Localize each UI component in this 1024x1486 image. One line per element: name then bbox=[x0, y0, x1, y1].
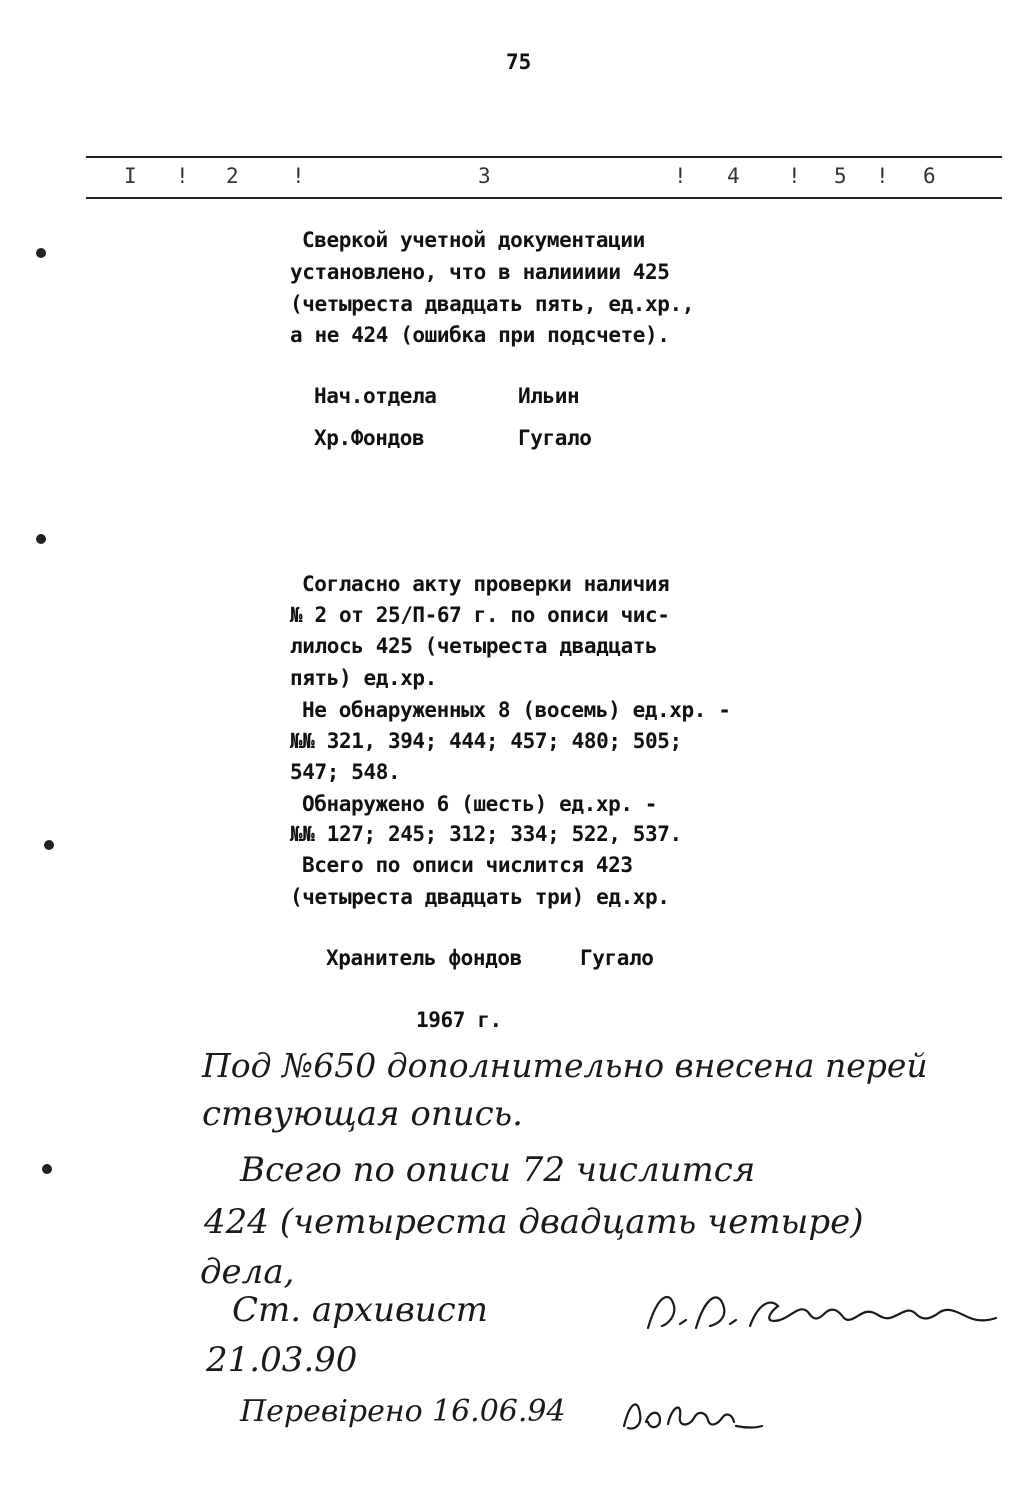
archivist-role: Ст. архивист bbox=[232, 1290, 488, 1330]
text-line: Обнаружено 6 (шесть) ед.хр. - bbox=[302, 792, 658, 816]
text-line: лилось 425 (четыреста двадцать bbox=[290, 634, 658, 658]
col-3: 3 bbox=[478, 164, 491, 188]
handwritten-line: дела, bbox=[200, 1252, 295, 1292]
text-line: (четыреста двадцать три) ед.хр. bbox=[290, 885, 670, 909]
col-2: 2 bbox=[226, 164, 239, 188]
binder-hole bbox=[36, 248, 46, 258]
text-line: пять) ед.хр. bbox=[290, 666, 437, 690]
col-6: 6 bbox=[923, 164, 936, 188]
signature-name: Гугало bbox=[580, 946, 654, 970]
handwritten-line: Под №650 дополнительно внесена перей bbox=[202, 1046, 928, 1085]
binder-hole bbox=[44, 840, 54, 850]
text-line: Всего по описи числится 423 bbox=[302, 853, 633, 877]
signature-role: Хр.Фондов bbox=[314, 426, 425, 450]
col-sep: ! bbox=[292, 164, 305, 188]
signature-name: Гугало bbox=[518, 426, 592, 450]
archivist-signature bbox=[640, 1284, 1000, 1340]
verified-date: 16.06.94 bbox=[432, 1394, 566, 1429]
header-rule-bottom bbox=[86, 197, 1002, 199]
signature-role: Нач.отдела bbox=[314, 384, 437, 408]
text-line: №№ 321, 394; 444; 457; 480; 505; bbox=[290, 729, 682, 753]
text-line: Согласно акту проверки наличия bbox=[302, 572, 670, 596]
signature-name: Ильин bbox=[518, 384, 580, 408]
text-line: №№ 127; 245; 312; 334; 522, 537. bbox=[290, 822, 682, 846]
text-line: 547; 548. bbox=[290, 760, 401, 784]
col-sep: ! bbox=[788, 164, 801, 188]
header-rule-top bbox=[86, 156, 1002, 158]
signature-role: Хранитель фондов bbox=[326, 946, 522, 970]
page-number: 75 bbox=[506, 50, 532, 74]
text-line: установлено, что в налиииии 425 bbox=[290, 260, 670, 284]
col-sep: ! bbox=[876, 164, 889, 188]
col-5: 5 bbox=[834, 164, 847, 188]
col-4: 4 bbox=[727, 164, 740, 188]
handwritten-line: Всего по описи 72 числится bbox=[240, 1150, 756, 1190]
col-sep: ! bbox=[674, 164, 687, 188]
binder-hole bbox=[36, 534, 46, 544]
verifier-signature bbox=[616, 1392, 766, 1436]
text-line: Не обнаруженных 8 (восемь) ед.хр. - bbox=[302, 698, 731, 722]
text-line: а не 424 (ошибка при подсчете). bbox=[290, 323, 670, 347]
verified-label: Перевірено bbox=[240, 1394, 423, 1429]
col-1: I bbox=[124, 164, 137, 188]
text-line: (четыреста двадцать пять, ед.хр., bbox=[290, 292, 695, 316]
annotation-date: 21.03.90 bbox=[206, 1340, 358, 1380]
year: 1967 г. bbox=[416, 1008, 502, 1032]
handwritten-line: ствующая опись. bbox=[202, 1094, 523, 1134]
text-line: № 2 от 25/П-67 г. по описи чис- bbox=[290, 603, 670, 627]
handwritten-line: 424 (четыреста двадцать четыре) bbox=[204, 1202, 864, 1242]
text-line: Сверкой учетной документации bbox=[302, 228, 645, 252]
binder-hole bbox=[42, 1164, 52, 1174]
col-sep: ! bbox=[176, 164, 189, 188]
